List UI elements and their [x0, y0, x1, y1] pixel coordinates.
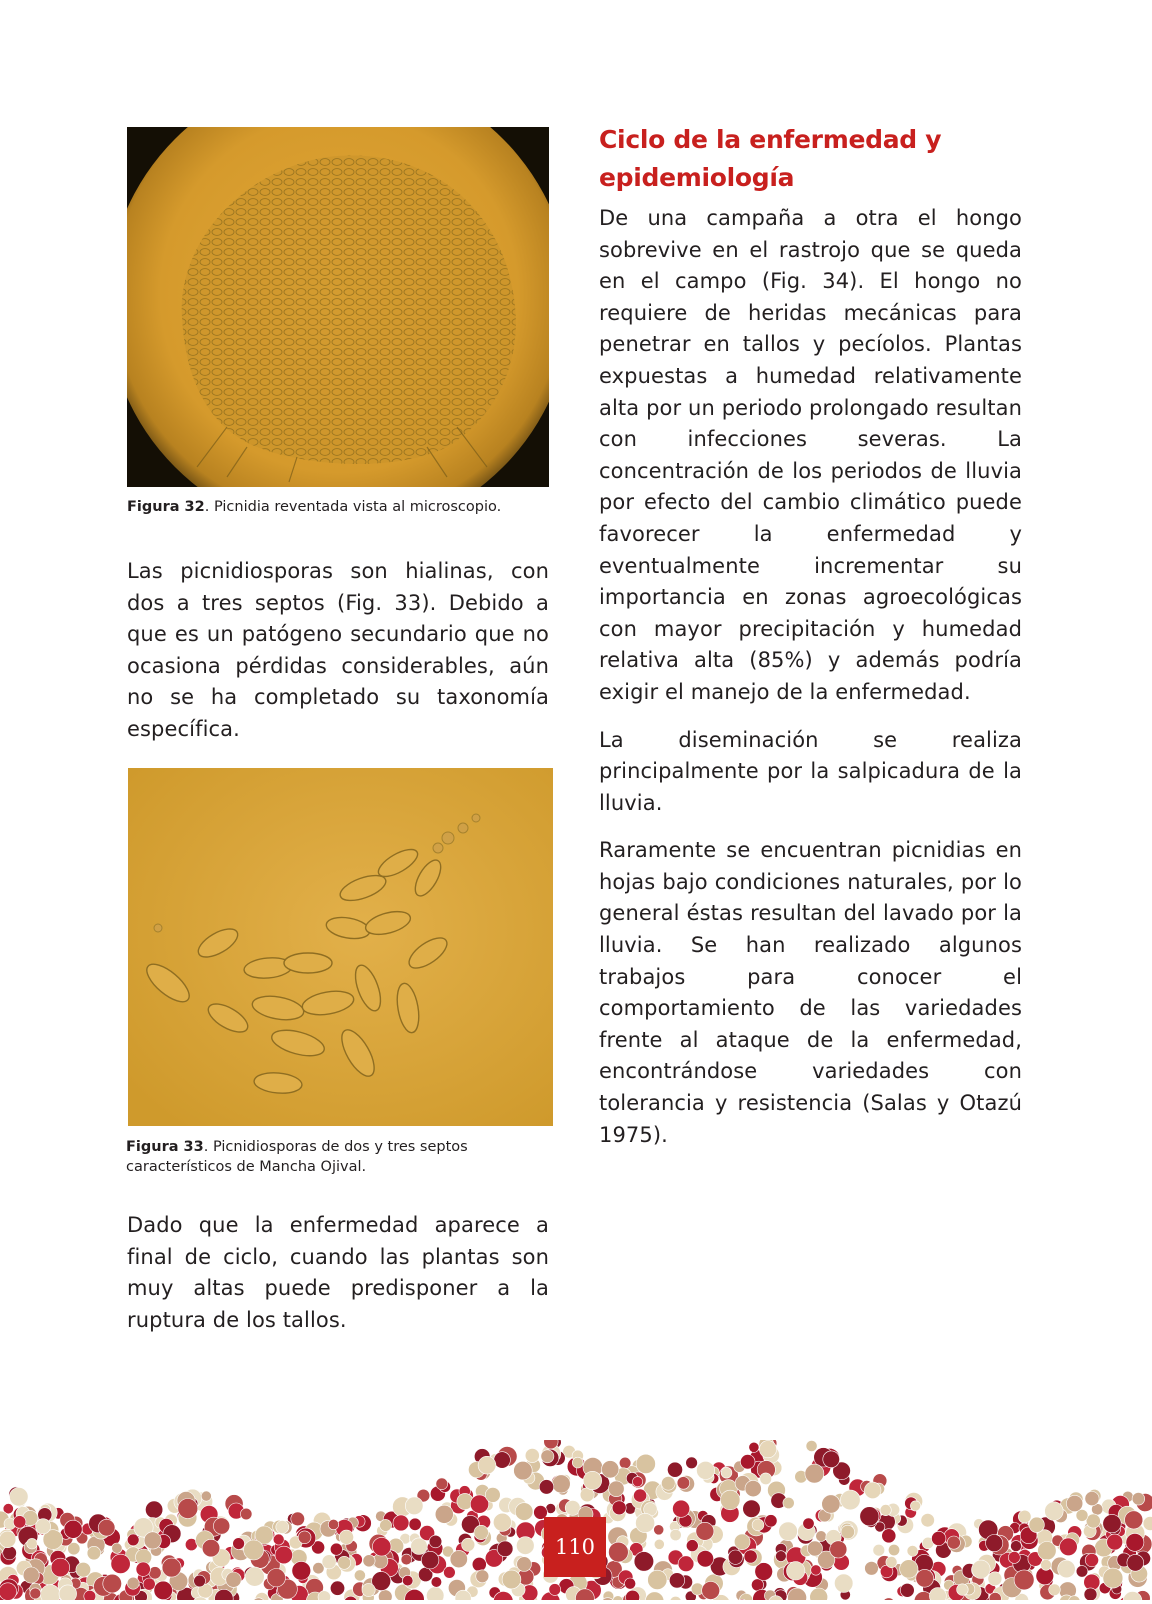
quinoa-seed — [493, 1513, 511, 1531]
quinoa-seed — [1045, 1502, 1064, 1521]
quinoa-seed — [23, 1567, 39, 1583]
quinoa-seed — [988, 1572, 1002, 1586]
quinoa-seed — [405, 1497, 423, 1515]
quinoa-seed — [380, 1519, 392, 1531]
quinoa-seed — [127, 1577, 139, 1589]
quinoa-seed — [194, 1575, 206, 1587]
quinoa-seed — [3, 1546, 17, 1560]
quinoa-seed — [409, 1518, 421, 1530]
quinoa-seed — [30, 1588, 41, 1599]
quinoa-seed — [787, 1562, 805, 1580]
quinoa-seed — [275, 1546, 293, 1564]
quinoa-seed — [807, 1541, 822, 1556]
quinoa-seed — [1049, 1584, 1061, 1596]
quinoa-seed — [474, 1525, 488, 1539]
quinoa-seed — [330, 1581, 344, 1595]
quinoa-seed — [476, 1570, 489, 1583]
quinoa-seed — [841, 1525, 855, 1539]
quinoa-seed — [178, 1499, 198, 1519]
quinoa-seed — [1018, 1510, 1031, 1523]
quinoa-seed — [634, 1489, 647, 1502]
right-text-block — [599, 203, 1022, 1151]
quinoa-seed — [330, 1543, 342, 1555]
quinoa-seed — [472, 1557, 486, 1571]
quinoa-seed — [697, 1461, 715, 1479]
quinoa-seed — [515, 1503, 533, 1521]
quinoa-seed — [1107, 1534, 1123, 1550]
quinoa-seed — [765, 1515, 777, 1527]
quinoa-seed — [625, 1578, 636, 1589]
quinoa-seed — [378, 1590, 392, 1600]
quinoa-seed — [776, 1551, 787, 1562]
quinoa-seed — [745, 1480, 761, 1496]
quinoa-seed — [1008, 1551, 1020, 1563]
quinoa-seed — [362, 1583, 375, 1596]
right-paragraph-3: Raramente se encuentran picnidias en hojas bajo condiciones naturales, por lo general éstas resultan del lavado por la lluvia. Se han realizado algunos trabajos para conocer el comportamiento de las variedades frente al ataque de la enfermedad, encontrándose variedades con tolerancia y resistencia (Salas y Otazú 1975). — [599, 835, 1022, 1151]
quinoa-seed — [1084, 1588, 1097, 1600]
quinoa-seed — [613, 1596, 624, 1600]
left-paragraph-1-text: Las picnidiosporas son hialinas, con dos a tres septos (Fig. 33). Debido a que es un patógeno secundario que no ocasiona pérdidas considerables, aún no se ha completado su taxonomía específica. — [127, 556, 549, 746]
figure-33-photo — [128, 768, 553, 1126]
left-paragraph-1 — [127, 556, 549, 746]
quinoa-seed — [886, 1557, 897, 1568]
quinoa-seed — [1085, 1553, 1098, 1566]
quinoa-seed — [372, 1537, 391, 1556]
quinoa-seed — [494, 1452, 511, 1469]
quinoa-seed — [201, 1491, 211, 1501]
quinoa-seed — [759, 1441, 776, 1458]
right-paragraph-1: De una campaña a otra el hongo sobrevive en el rastrojo que se queda en el campo (Fig. 34). El hongo no requiere de heridas mecánicas para penetrar en tallos y pecíolos. Plantas expuestas a humedad relativamente alta por un periodo prolongado resultan con infecciones severas. La concentración de los periodos de lluvia por efecto del cambio climático puede favorecer la enfermedad y eventualmente incrementar su importancia en zonas agroecológicas con mayor precipitación y humedad relativa alta (85%) y además podría exigir el manejo de la enfermedad. — [599, 203, 1022, 709]
quinoa-seed — [435, 1505, 453, 1523]
quinoa-seed — [702, 1582, 720, 1600]
quinoa-seed — [612, 1501, 626, 1515]
quinoa-seed — [112, 1543, 122, 1553]
right-paragraph-2: La diseminación se realiza principalmente por la salpicadura de la lluvia. — [599, 725, 1022, 820]
quinoa-seed — [431, 1577, 442, 1588]
quinoa-seed — [9, 1488, 28, 1507]
quinoa-seed — [907, 1545, 918, 1556]
quinoa-seed — [0, 1531, 16, 1548]
quinoa-seed — [144, 1532, 161, 1549]
quinoa-seed — [749, 1442, 759, 1452]
quinoa-seed — [502, 1570, 521, 1589]
quinoa-seed — [696, 1522, 714, 1540]
figure-32-caption-label: Figura 32 — [127, 499, 205, 515]
quinoa-seed — [779, 1522, 798, 1541]
quinoa-seed — [661, 1476, 675, 1490]
quinoa-seed — [244, 1540, 264, 1560]
quinoa-seed — [752, 1519, 764, 1531]
quinoa-seed — [354, 1570, 365, 1581]
quinoa-seed — [1126, 1533, 1144, 1551]
quinoa-seed — [1127, 1554, 1144, 1571]
quinoa-seed — [1058, 1560, 1076, 1578]
quinoa-seed — [667, 1462, 682, 1477]
quinoa-seed — [619, 1457, 631, 1469]
quinoa-seed — [1103, 1568, 1123, 1588]
quinoa-seed — [830, 1541, 847, 1558]
quinoa-seed — [1041, 1560, 1052, 1571]
quinoa-seed — [744, 1550, 757, 1563]
quinoa-seed — [608, 1481, 624, 1497]
figure-32-photo — [127, 127, 549, 487]
quinoa-seed — [318, 1591, 331, 1600]
quinoa-seed — [783, 1497, 794, 1508]
quinoa-seed — [552, 1475, 570, 1493]
quinoa-seed — [602, 1461, 619, 1478]
quinoa-seed — [670, 1596, 682, 1600]
quinoa-seed — [478, 1456, 496, 1474]
quinoa-seed — [402, 1575, 413, 1586]
quinoa-seed — [888, 1544, 899, 1555]
quinoa-seed — [972, 1560, 990, 1578]
quinoa-seed — [1014, 1570, 1034, 1590]
quinoa-seed — [686, 1457, 698, 1469]
quinoa-seed — [645, 1592, 664, 1600]
quinoa-seed — [1029, 1517, 1044, 1532]
quinoa-seed — [865, 1561, 879, 1575]
quinoa-seed — [864, 1482, 881, 1499]
quinoa-seed — [686, 1540, 698, 1552]
quinoa-seed — [636, 1454, 655, 1473]
quinoa-seed — [1125, 1511, 1143, 1529]
quinoa-seed — [743, 1500, 761, 1518]
quinoa-seed — [162, 1558, 181, 1577]
quinoa-seed — [245, 1567, 264, 1586]
quinoa-seed — [697, 1550, 714, 1567]
quinoa-seed — [1143, 1517, 1152, 1531]
quinoa-seed — [811, 1565, 821, 1575]
quinoa-seed — [292, 1561, 311, 1580]
quinoa-seed — [880, 1505, 891, 1516]
quinoa-seed — [986, 1535, 1003, 1552]
left-paragraph-2 — [127, 1210, 549, 1336]
quinoa-seed — [734, 1534, 750, 1550]
quinoa-seed — [882, 1529, 896, 1543]
quinoa-seed — [64, 1520, 82, 1538]
quinoa-seed — [276, 1521, 289, 1534]
quinoa-seed — [805, 1464, 824, 1483]
quinoa-seed — [910, 1501, 920, 1511]
quinoa-seed — [728, 1550, 742, 1564]
quinoa-seed — [240, 1508, 252, 1520]
quinoa-seed — [98, 1519, 115, 1536]
quinoa-seed — [59, 1585, 77, 1600]
quinoa-seed — [947, 1536, 960, 1549]
quinoa-seed — [338, 1556, 351, 1569]
quinoa-seed — [634, 1552, 654, 1572]
left-paragraph-2-text: Dado que la enfermedad aparece a final de ciclo, cuando las plantas son muy altas puede predisponer a la ruptura de los tallos. — [127, 1210, 549, 1336]
quinoa-seed — [816, 1531, 827, 1542]
figure-33-caption — [126, 1137, 556, 1177]
quinoa-seed — [87, 1546, 101, 1560]
quinoa-seed — [609, 1542, 629, 1562]
figure-33-caption-label: Figura 33 — [126, 1139, 204, 1155]
quinoa-seed — [1011, 1541, 1022, 1552]
quinoa-seed — [485, 1487, 500, 1502]
quinoa-seed — [51, 1558, 70, 1577]
quinoa-seed — [13, 1516, 26, 1529]
quinoa-seed — [36, 1519, 51, 1534]
quinoa-seed — [721, 1467, 732, 1478]
section-heading: Ciclo de la enfermedad y epidemiología — [599, 121, 1019, 197]
quinoa-seed — [900, 1560, 918, 1578]
quinoa-seed — [572, 1457, 583, 1468]
quinoa-seed — [740, 1455, 755, 1470]
quinoa-seed — [806, 1440, 817, 1451]
quinoa-seed — [233, 1538, 245, 1550]
quinoa-seed — [834, 1574, 853, 1593]
quinoa-seed — [154, 1581, 173, 1600]
quinoa-seed — [673, 1500, 690, 1517]
figure-32-caption — [127, 497, 557, 517]
quinoa-seed — [363, 1555, 375, 1567]
page-number: 110 — [544, 1517, 606, 1577]
quinoa-seed — [840, 1490, 860, 1510]
quinoa-seed — [450, 1550, 467, 1567]
quinoa-seed — [677, 1477, 690, 1490]
quinoa-seed — [932, 1531, 946, 1545]
quinoa-seed — [0, 1583, 17, 1600]
quinoa-seed — [202, 1539, 220, 1557]
quinoa-seed — [517, 1557, 532, 1572]
quinoa-seed — [921, 1513, 935, 1527]
quinoa-seed — [669, 1573, 684, 1588]
quinoa-seed — [143, 1578, 155, 1590]
quinoa-seed — [541, 1450, 554, 1463]
quinoa-seed — [633, 1477, 643, 1487]
quinoa-seed — [421, 1551, 439, 1569]
quinoa-seed — [103, 1574, 122, 1593]
quinoa-seed — [549, 1584, 561, 1596]
quinoa-seed — [393, 1515, 409, 1531]
quinoa-seed — [426, 1587, 444, 1600]
quinoa-seed — [900, 1583, 914, 1597]
quinoa-seed — [462, 1538, 475, 1551]
quinoa-seed — [444, 1567, 456, 1579]
quinoa-seed — [429, 1535, 442, 1548]
quinoa-seed — [127, 1534, 139, 1546]
quinoa-seed — [751, 1579, 763, 1591]
quinoa-seed — [76, 1562, 91, 1577]
quinoa-seed — [27, 1538, 38, 1549]
quinoa-seed — [267, 1569, 285, 1587]
quinoa-seed — [1086, 1514, 1100, 1528]
quinoa-seed — [328, 1519, 338, 1529]
quinoa-seed — [84, 1590, 96, 1600]
quinoa-seed — [226, 1572, 241, 1587]
quinoa-seed — [111, 1554, 130, 1573]
quinoa-seed — [670, 1529, 681, 1540]
quinoa-seed — [760, 1473, 772, 1485]
quinoa-seed — [291, 1512, 305, 1526]
quinoa-seed — [525, 1448, 539, 1462]
quinoa-seed — [654, 1539, 664, 1549]
quinoa-seed — [273, 1534, 284, 1545]
quinoa-seed — [339, 1530, 353, 1544]
quinoa-seed — [213, 1518, 229, 1534]
quinoa-seed — [636, 1513, 655, 1532]
figure-32-caption-text: . Picnidia reventada vista al microscopio. — [205, 499, 501, 515]
quinoa-seed — [957, 1584, 969, 1596]
quinoa-seed — [1076, 1566, 1088, 1578]
quinoa-seed — [401, 1554, 412, 1565]
quinoa-seed — [873, 1544, 885, 1556]
quinoa-seed — [823, 1451, 840, 1468]
quinoa-seed — [648, 1570, 667, 1589]
quinoa-seed — [497, 1541, 513, 1557]
quinoa-seed — [1103, 1514, 1121, 1532]
quinoa-seed — [145, 1501, 162, 1518]
quinoa-seed — [1132, 1493, 1145, 1506]
quinoa-seed — [539, 1480, 554, 1495]
quinoa-seed — [803, 1518, 814, 1529]
quinoa-seed — [1066, 1495, 1082, 1511]
quinoa-seed — [822, 1495, 840, 1513]
quinoa-seed — [298, 1531, 311, 1544]
figure-33-caption-text: . Picnidiosporas de dos y tres septos característicos de Mancha Ojival. — [126, 1139, 468, 1175]
quinoa-seed — [720, 1490, 740, 1510]
quinoa-seed — [136, 1562, 150, 1576]
quinoa-seed — [583, 1471, 601, 1489]
quinoa-seed — [654, 1525, 664, 1535]
quinoa-seed — [436, 1478, 448, 1490]
quinoa-seed — [1060, 1538, 1078, 1556]
quinoa-seed — [516, 1537, 534, 1555]
quinoa-seed — [514, 1461, 533, 1480]
quinoa-seed — [860, 1507, 879, 1526]
quinoa-seed — [1085, 1492, 1099, 1506]
quinoa-seed — [322, 1555, 336, 1569]
quinoa-seed — [916, 1569, 934, 1587]
